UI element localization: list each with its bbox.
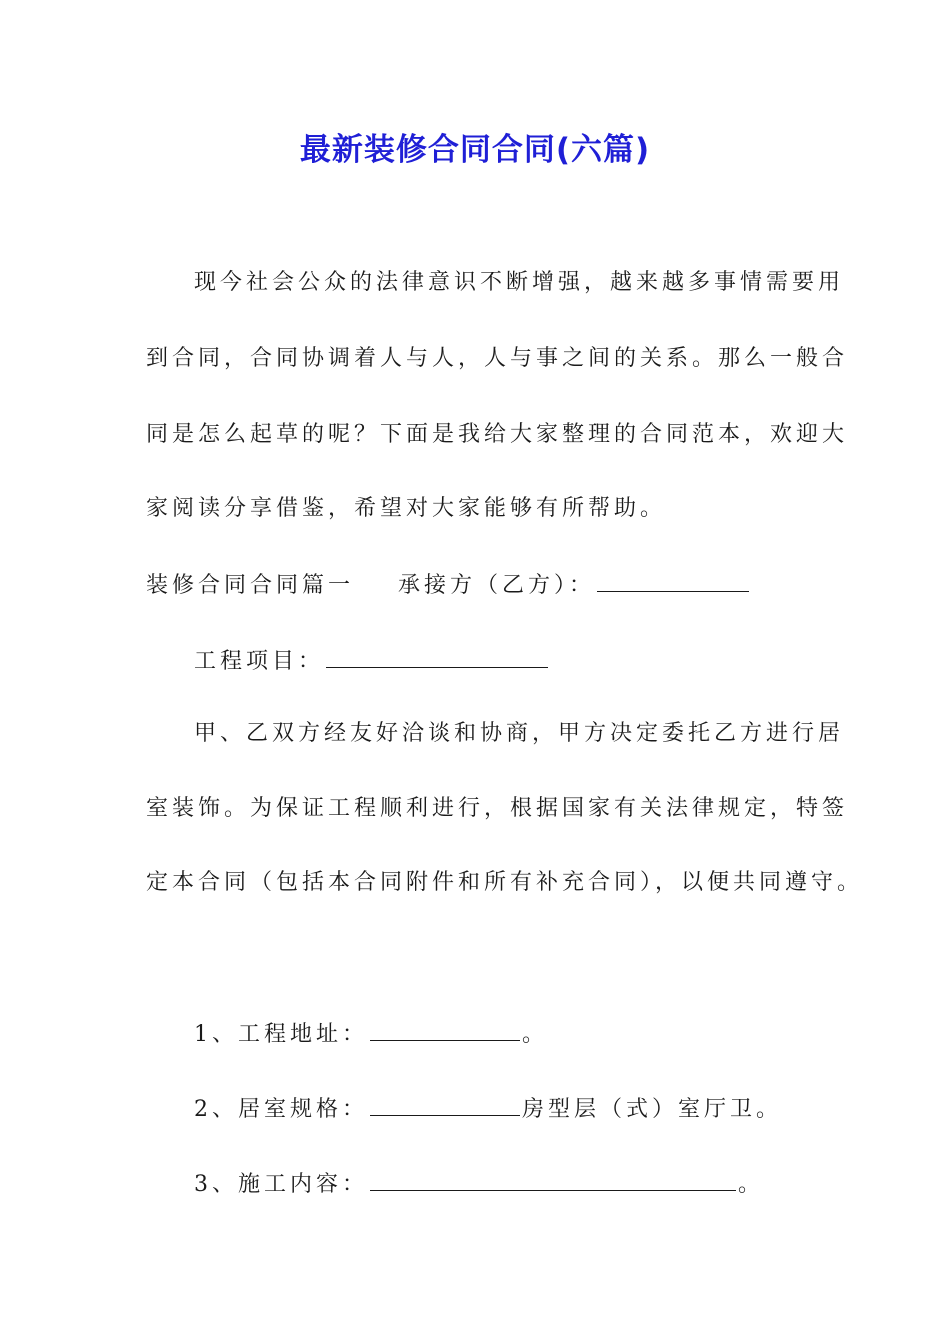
room-spec-blank[interactable] <box>370 1093 520 1116</box>
item-1-row <box>194 1018 548 1050</box>
section-heading: 装修合同合同篇一 <box>146 573 355 598</box>
document-title: 最新装修合同合同(六篇) <box>299 132 651 168</box>
item-2-row <box>194 1093 782 1125</box>
item-3-row <box>194 1168 764 1200</box>
contract-para-line-2: 室装饰。为保证工程顺利进行，根据国家有关法律规定，特签 <box>146 796 849 821</box>
address-blank[interactable] <box>370 1018 520 1041</box>
contract-para-line-3: 定本合同（包括本合同附件和所有补充合同），以便共同遵守。 <box>146 870 864 895</box>
intro-line-3: 同是怎么起草的呢？下面是我给大家整理的合同范本，欢迎大 <box>146 422 849 447</box>
item-3-suffix: 。 <box>738 1172 765 1197</box>
party-b-label: 承接方（乙方）： <box>398 573 596 598</box>
item-1-label: 1、工程地址： <box>194 1022 368 1047</box>
project-blank[interactable] <box>326 645 548 668</box>
intro-line-4: 家阅读分享借鉴，希望对大家能够有所帮助。 <box>146 496 667 521</box>
item-2-label: 2、居室规格： <box>194 1097 368 1122</box>
contract-para-line-1: 甲、乙双方经友好洽谈和协商，甲方决定委托乙方进行居 <box>194 721 845 746</box>
party-b-blank[interactable] <box>597 569 749 592</box>
intro-line-2: 到合同，合同协调着人与人，人与事之间的关系。那么一般合 <box>146 346 849 371</box>
item-2-suffix: 房型层（式）室厅卫。 <box>522 1097 783 1122</box>
item-1-suffix: 。 <box>522 1022 549 1047</box>
project-label: 工程项目： <box>194 649 325 674</box>
project-row <box>194 645 550 677</box>
intro-line-1: 现今社会公众的法律意识不断增强，越来越多事情需要用 <box>194 270 845 295</box>
construction-content-blank[interactable] <box>370 1168 736 1191</box>
section-heading-row <box>146 569 751 601</box>
item-3-label: 3、施工内容： <box>194 1172 368 1197</box>
